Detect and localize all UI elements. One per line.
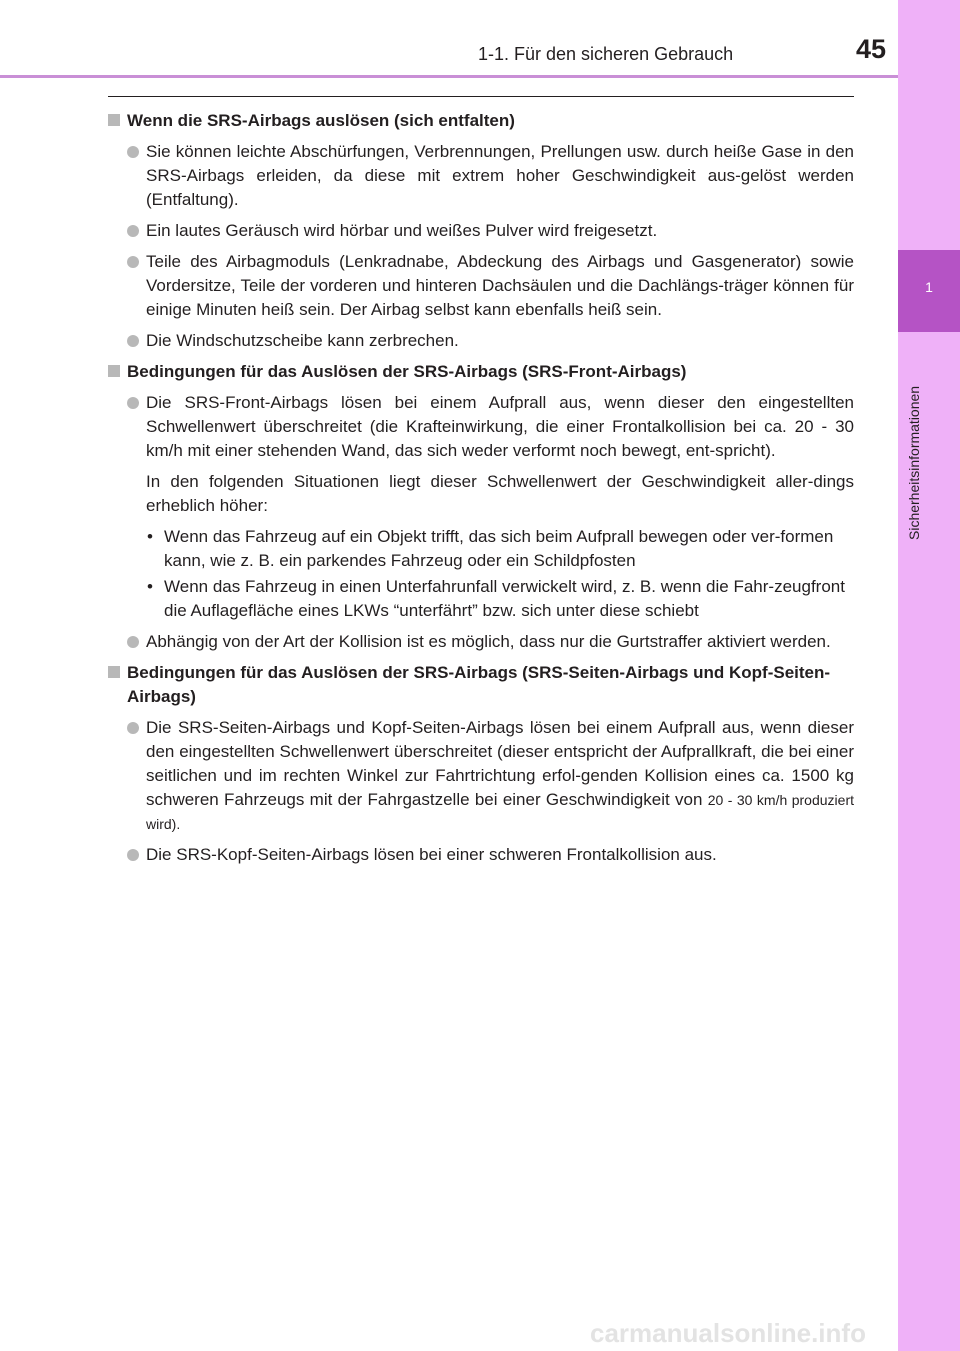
list-item xyxy=(108,329,854,353)
list-item xyxy=(108,250,854,322)
square-bullet-icon xyxy=(108,365,120,377)
circle-bullet-icon xyxy=(127,397,139,409)
sub-list-item xyxy=(108,575,854,623)
sub-item-text: Wenn das Fahrzeug in einen Unterfahrunfall verwickelt wird, z. B. wenn die Fahr-zeugfront die Auflagefläche eines LKWs “unterfährt” bzw. sich unter diese schiebt xyxy=(164,577,845,620)
circle-bullet-icon xyxy=(127,636,139,648)
circle-bullet-icon xyxy=(127,225,139,237)
list-item xyxy=(108,843,854,867)
item-text: Die SRS-Front-Airbags lösen bei einem Aufprall aus, wenn dieser den eingestellten Schwellenwert überschreitet (die Krafteinwirkung, die einer Frontalkollision bei ca. 20 - 30 km/h mit einer stehenden Wand, das sich weder verformt noch bewegt, ent-spricht). xyxy=(146,393,854,460)
heading-text: Bedingungen für das Auslösen der SRS-Airbags (SRS-Seiten-Airbags und Kopf-Seiten-Airbags) xyxy=(127,663,831,706)
list-item xyxy=(108,219,854,243)
item-text: Teile des Airbagmoduls (Lenkradnabe, Abdeckung des Airbags und Gasgenerator) sowie Vordersitze, Teile der vorderen und hinteren Dachsäulen und die Dachlängs-träger können für einige Minuten heiß sein. Der Airbag selbst kann ebenfalls heiß sein. xyxy=(146,252,854,319)
chapter-tab xyxy=(898,250,960,332)
chapter-number: 1 xyxy=(925,279,933,295)
paragraph: In den folgenden Situationen liegt dieser Schwellenwert der Geschwindigkeit aller-dings erheblich höher: xyxy=(146,472,854,515)
heading-text: Bedingungen für das Auslösen der SRS-Airbags (SRS-Front-Airbags) xyxy=(127,362,687,381)
page-content xyxy=(108,109,854,874)
square-bullet-icon xyxy=(108,114,120,126)
header-rule xyxy=(0,75,898,78)
side-tab-band xyxy=(898,0,960,1351)
item-text: Abhängig von der Art der Kollision ist es möglich, dass nur die Gurtstraffer aktiviert werden. xyxy=(146,632,831,651)
list-item xyxy=(108,140,854,212)
item-text: Die SRS-Kopf-Seiten-Airbags lösen bei einer schweren Frontalkollision aus. xyxy=(146,845,717,864)
item-text-small: 20 - 30 km/h produziert wird). xyxy=(146,792,854,832)
page-number: 45 xyxy=(855,34,886,64)
section-heading xyxy=(108,661,854,709)
list-item xyxy=(108,716,854,836)
item-text: Ein lautes Geräusch wird hörbar und weißes Pulver wird freigesetzt. xyxy=(146,221,658,240)
section-heading xyxy=(108,360,854,384)
middle-dot-bullet-icon: • xyxy=(147,577,153,596)
list-item xyxy=(108,630,854,654)
item-text: Die Windschutzscheibe kann zerbrechen. xyxy=(146,331,459,350)
sub-list-item xyxy=(108,525,854,573)
section-title: 1-1. Für den sicheren Gebrauch xyxy=(478,44,734,64)
sub-item-text: Wenn das Fahrzeug auf ein Objekt trifft, das sich beim Aufprall bewegen oder ver-formen kann, wie z. B. ein parkendes Fahrzeug oder ein Schildpfosten xyxy=(164,527,834,570)
section-heading xyxy=(108,109,854,133)
chapter-label: Sicherheitsinformationen xyxy=(906,385,922,540)
item-text: Sie können leichte Abschürfungen, Verbrennungen, Prellungen usw. durch heiße Gase in den SRS-Airbags erleiden, da diese mit extrem hoher Geschwindigkeit aus-gelöst werden (Entfaltung). xyxy=(146,142,854,209)
square-bullet-icon xyxy=(108,666,120,678)
heading-text: Wenn die SRS-Airbags auslösen (sich entfalten) xyxy=(127,111,515,130)
content-rule xyxy=(108,96,854,97)
circle-bullet-icon xyxy=(127,256,139,268)
circle-bullet-icon xyxy=(127,849,139,861)
list-item xyxy=(108,391,854,463)
circle-bullet-icon xyxy=(127,335,139,347)
middle-dot-bullet-icon: • xyxy=(147,527,153,546)
item-text: Die SRS-Seiten-Airbags und Kopf-Seiten-Airbags lösen bei einem Aufprall aus, wenn dieser den eingestellten Schwellenwert überschreitet (dieser entspricht der Aufprallkraft, die bei einer seitlichen und im rechten Winkel zur Fahrtrichtung erfol-genden Kollision eines ca. 1500 kg schweren Fahrzeugs mit der Fahrgastzelle bei einer Geschwindigkeit von xyxy=(146,718,854,809)
circle-bullet-icon xyxy=(127,722,139,734)
watermark: carmanualsonline.info xyxy=(590,1318,866,1348)
circle-bullet-icon xyxy=(127,146,139,158)
